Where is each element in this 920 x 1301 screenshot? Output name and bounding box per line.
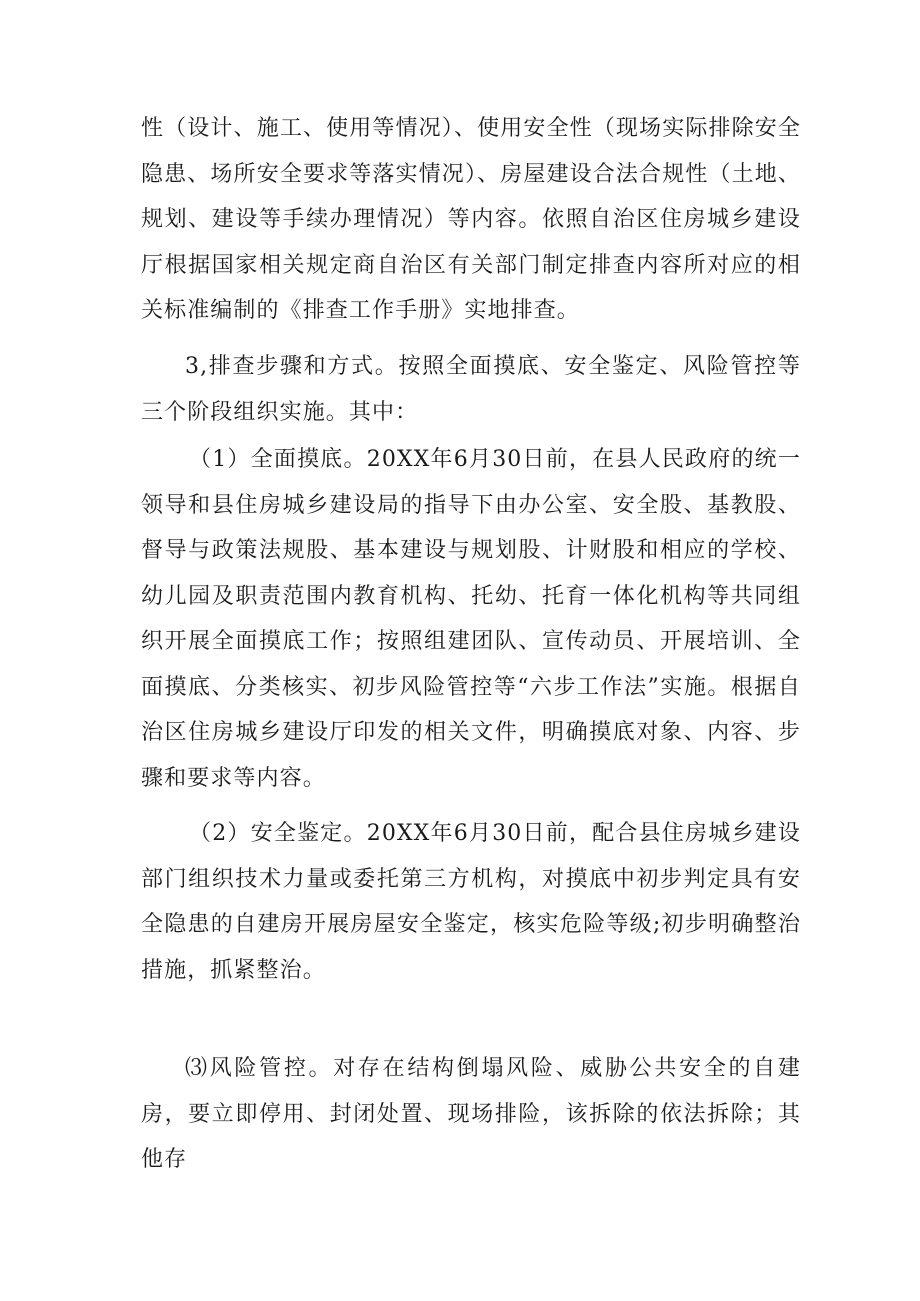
paragraph-full-survey: （1）全面摸底。20XX年6月30日前，在县人民政府的统一领导和县住房城乡建设局的指导下由办公室、安全股、基教股、督导与政策法规股、基本建设与规划股、计财股和相应的学校、幼儿园及职责范围内教育机构、托幼、托育一体化机构等共同组织开展全面摸底工作；按照组建团队、宣传动员、开展培训、全面摸底、分类核实、初步风险管控等“六步工作法”实施。根据自治区住房城乡建设厅印发的相关文件，明确摸底对象、内容、步骤和要求等内容。 [141,447,801,791]
paragraph-inspection-steps: 3,排查步骤和方式。按照全面摸底、安全鉴定、风险管控等三个阶段组织实施。其中： [141,354,801,425]
paragraph-safety-appraisal: （2）安全鉴定。20XX年6月30日前，配合县住房城乡建设部门组织技术力量或委托第三方机构，对摸底中初步判定具有安全隐患的自建房开展房屋安全鉴定，核实危险等级;初步明确整治措施，抓紧整治。 [141,821,801,983]
paragraph-inspection-content: 性（设计、施工、使用等情况）、使用安全性（现场实际排除安全隐患、场所安全要求等落实情况）、房屋建设合法合规性（土地、规划、建设等手续办理情况）等内容。依照自治区住房城乡建设厅根据国家相关规定商自治区有关部门制定排查内容所对应的相关标准编制的《排查工作手册》实地排查。 [141,116,801,323]
paragraph-risk-control: ⑶风险管控。对存在结构倒塌风险、威胁公共安全的自建房，要立即停用、封闭处置、现场排险，该拆除的依法拆除；其他存 [141,1056,801,1172]
